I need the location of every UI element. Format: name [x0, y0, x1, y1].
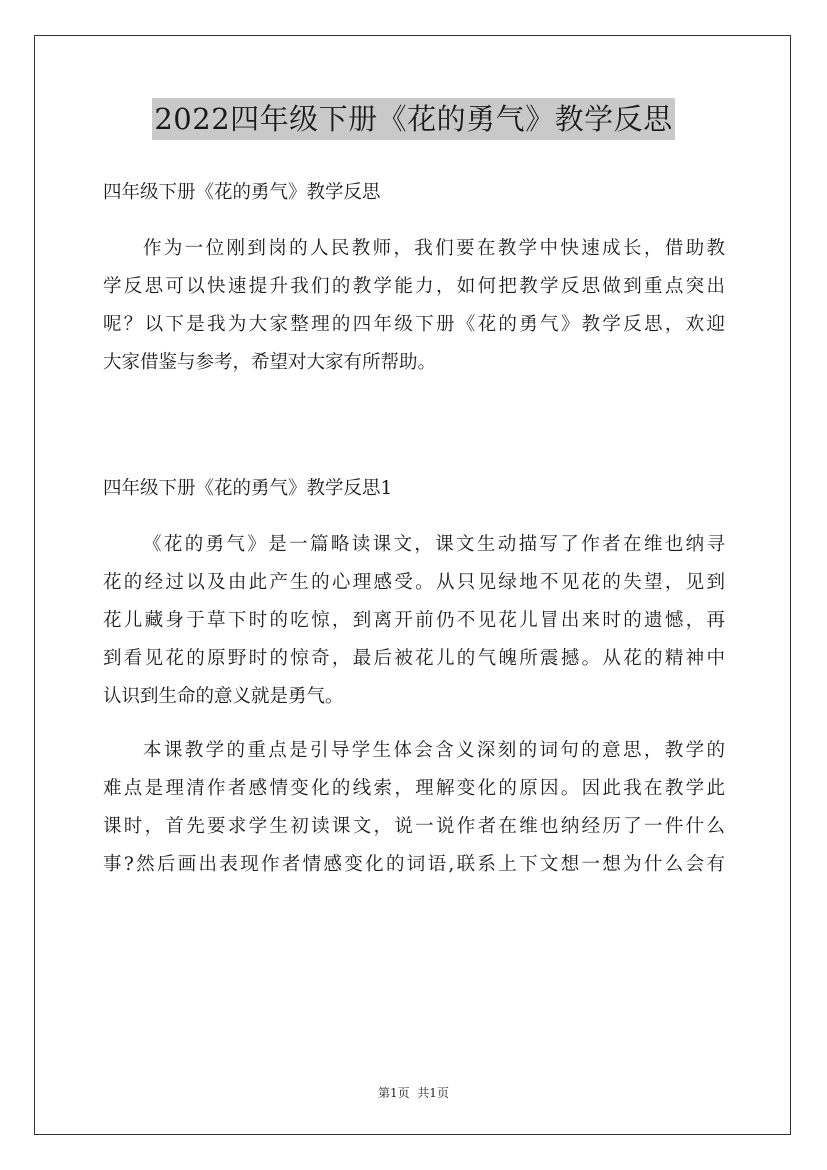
- paragraph-line: 学反思可以快速提升我们的教学能力，如何把教学反思做到重点突出: [103, 276, 725, 297]
- paragraph-2: [103, 732, 725, 884]
- intro-heading: 四年级下册《花的勇气》教学反思: [103, 182, 381, 203]
- document-body: [103, 174, 725, 884]
- paragraph-line: 本课教学的重点是引导学生体会含义深刻的词句的意思，教学的: [143, 740, 725, 761]
- page-footer: [0, 1084, 827, 1101]
- paragraph-1: [103, 526, 725, 716]
- paragraph-line: 花的经过以及由此产生的心理感受。从只见绿地不见花的失望，见到: [103, 572, 725, 593]
- paragraph-line: 认识到生命的意义就是勇气。: [103, 686, 344, 707]
- paragraph-line: 到看见花的原野时的惊奇，最后被花儿的气魄所震撼。从花的精神中: [103, 648, 725, 669]
- paragraph-line: 作为一位刚到岗的人民教师，我们要在教学中快速成长，借助教: [143, 238, 725, 259]
- paragraph-line: 课时，首先要求学生初读课文，说一说作者在维也纳经历了一件什么: [103, 816, 725, 837]
- section-heading: 四年级下册《花的勇气》教学反思1: [103, 478, 393, 499]
- paragraph-line: 大家借鉴与参考，希望对大家有所帮助。: [103, 352, 437, 373]
- paragraph-line: 难点是理清作者感情变化的线索，理解变化的原因。因此我在教学此: [103, 778, 725, 799]
- paragraph-line: 《花的勇气》是一篇略读课文，课文生动描写了作者在维也纳寻: [143, 534, 725, 555]
- intro-paragraph: [103, 230, 725, 382]
- paragraph-line: 事?然后画出表现作者情感变化的词语,联系上下文想一想为什么会有: [103, 854, 725, 875]
- page-number: 第1页 共1页: [378, 1086, 449, 1100]
- document-title: 2022四年级下册《花的勇气》教学反思: [152, 98, 674, 140]
- paragraph-line: 呢？以下是我为大家整理的四年级下册《花的勇气》教学反思，欢迎: [103, 314, 725, 335]
- paragraph-line: 花儿藏身于草下时的吃惊，到离开前仍不见花儿冒出来时的遗憾，再: [103, 610, 725, 631]
- title-container: [0, 98, 827, 140]
